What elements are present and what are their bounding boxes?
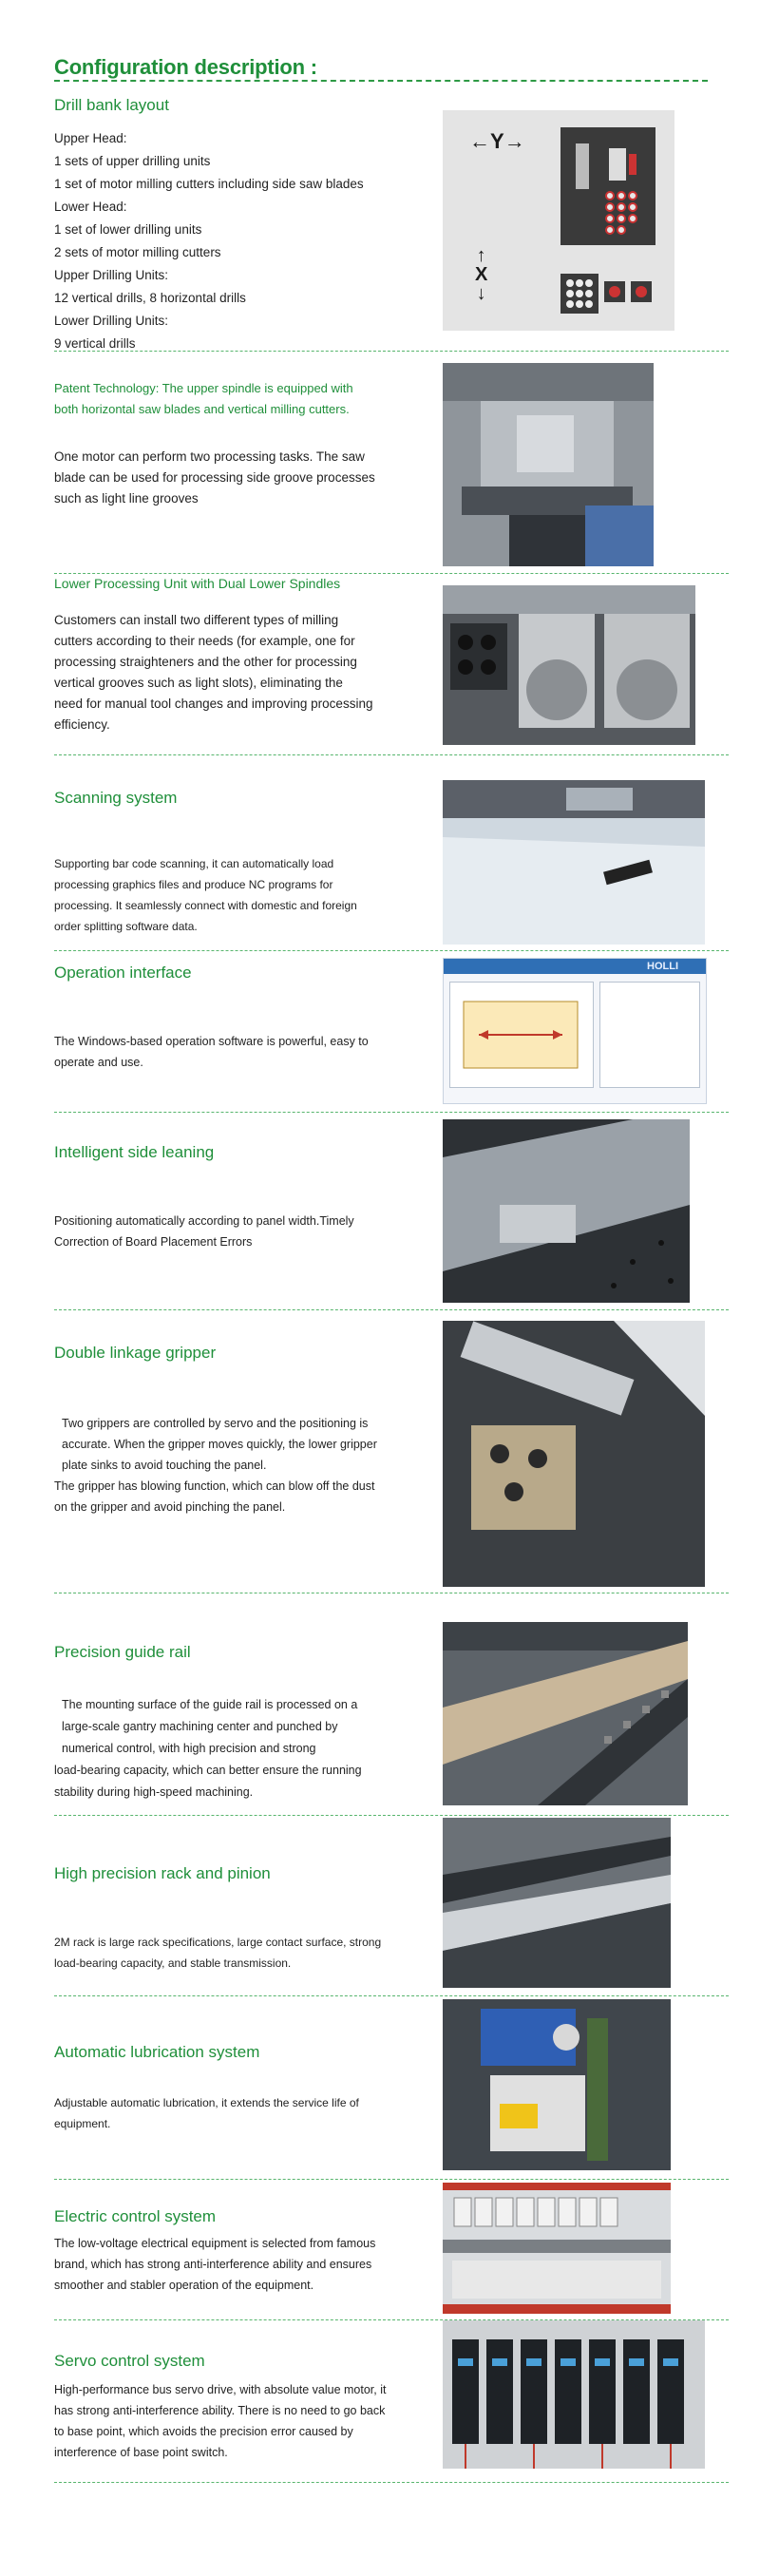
spindle-photo [443,363,654,566]
gripper-line: on the gripper and avoid pinching the panel. [54,1500,286,1514]
drill-bank-line: 1 set of motor milling cutters including side saw blades [54,177,364,191]
drill-bank-line: Upper Head: [54,131,127,145]
drill-bank-line: Upper Drilling Units: [54,268,169,282]
drill-bank-line: 1 sets of upper drilling units [54,154,211,168]
guide-rail-text [54,1694,362,1803]
patent-title-line: Patent Technology: The upper spindle is equipped with [54,381,353,395]
gripper-photo [443,1321,705,1587]
lower-unit-line: cutters according to their needs (for example, one for [54,634,355,648]
section-title-scanning: Scanning system [54,789,178,807]
section-divider [54,1995,729,1996]
software-drawing-panel [449,982,594,1088]
section-title-rack: High precision rack and pinion [54,1864,271,1882]
guide-rail-line: The mounting surface of the guide rail is processed on a [62,1698,358,1711]
lower-unit-line: need for manual tool changes and improving processing [54,696,373,711]
drill-bank-diagram [443,110,674,331]
section-title-electric: Electric control system [54,2207,217,2225]
servo-line: to base point, which avoids the precision error caused by [54,2425,353,2438]
guide-rail-photo [443,1622,688,1805]
operation-screenshot [443,958,707,1104]
section-title-guide-rail: Precision guide rail [54,1643,191,1661]
drill-bank-line: 12 vertical drills, 8 horizontal drills [54,291,246,305]
side-leaning-line: Positioning automatically according to panel width.Timely [54,1214,354,1228]
rack-line: load-bearing capacity, and stable transmission. [54,1956,292,1970]
drill-bank-line: 1 set of lower drilling units [54,222,202,237]
rack-image [443,1818,671,1988]
lower-unit-line: Customers can install two different types of milling [54,613,339,627]
patent-title [54,378,353,420]
operation-text [54,1031,369,1073]
title-divider [54,80,708,82]
section-title-lower-unit: Lower Processing Unit with Dual Lower Spindles [54,576,341,591]
patent-line: such as light line grooves [54,491,199,506]
side-leaning-text [54,1211,354,1252]
servo-photo [443,2320,705,2469]
drill-bank-text [54,127,364,355]
patent-line: One motor can perform two processing tasks. The saw [54,449,365,464]
operation-line: operate and use. [54,1056,143,1069]
software-table-panel [599,982,700,1088]
lower-unit-line: processing straighteners and the other for processing [54,655,357,669]
gripper-line: plate sinks to avoid touching the panel. [62,1459,267,1472]
section-title-side-leaning: Intelligent side leaning [54,1143,215,1161]
gripper-line: Two grippers are controlled by servo and the positioning is [62,1417,369,1430]
patent-text [54,447,375,509]
spindle-image [443,363,654,566]
lower-unit-text [54,610,403,735]
electric-line: The low-voltage electrical equipment is selected from famous [54,2237,376,2250]
section-title-lubrication: Automatic lubrication system [54,2043,260,2061]
side-leaning-photo [443,1119,690,1303]
drill-bank-line: Lower Drilling Units: [54,314,169,328]
side-leaning-line: Correction of Board Placement Errors [54,1235,253,1249]
section-title-servo: Servo control system [54,2352,205,2370]
guide-rail-line: load-bearing capacity, which can better ensure the running [54,1764,362,1777]
software-logo: HOLLI [647,961,678,972]
page-title: Configuration description : [54,55,317,79]
electric-line: brand, which has strong anti-interference ability and ensures [54,2258,372,2271]
section-divider [54,1309,729,1310]
guide-rail-line: numerical control, with high precision and strong [62,1742,316,1755]
drill-bank-line: Lower Head: [54,200,127,214]
patent-title-line: both horizontal saw blades and vertical milling cutters. [54,402,350,416]
servo-image [443,2320,705,2469]
scanning-line: processing. It seamlessly connect with domestic and foreign [54,899,357,912]
electric-line: smoother and stabler operation of the equipment. [54,2279,314,2292]
electric-text [54,2233,403,2296]
lower-unit-line: vertical grooves such as light slots), eliminating the [54,676,343,690]
side-leaning-image [443,1119,690,1303]
section-divider [54,754,729,755]
lubrication-line: Adjustable automatic lubrication, it extends the service life of [54,2096,359,2109]
section-divider [54,1815,729,1816]
lubrication-line: equipment. [54,2117,111,2130]
drill-bank-line: 2 sets of motor milling cutters [54,245,221,259]
electric-image [443,2183,671,2314]
panel-drawing [450,983,593,1087]
lower-unit-image [443,585,695,745]
drill-layout-drawing [443,110,674,331]
section-title-operation: Operation interface [54,964,192,982]
rack-text [54,1932,381,1974]
servo-line: interference of base point switch. [54,2446,228,2459]
x-axis-label: X [475,264,488,285]
gripper-line: accurate. When the gripper moves quickly, the lower gripper [62,1438,377,1451]
guide-rail-line: stability during high-speed machining. [54,1785,254,1799]
section-divider [54,950,729,951]
scanning-line: order splitting software data. [54,920,198,933]
section-title-gripper: Double linkage gripper [54,1344,217,1362]
y-axis-label: Y [490,129,504,153]
scanning-line: Supporting bar code scanning, it can automatically load [54,857,334,870]
patent-line: blade can be used for processing side groove processes [54,470,375,485]
section-divider [54,2179,729,2180]
section-divider [54,351,729,352]
gripper-image [443,1321,705,1587]
guide-rail-image [443,1622,688,1805]
servo-text [54,2379,403,2463]
x-axis-arrow: ↑ X ↓ [475,245,488,304]
operation-line: The Windows-based operation software is powerful, easy to [54,1035,369,1048]
guide-rail-line: large-scale gantry machining center and punched by [62,1720,338,1733]
scanning-line: processing graphics files and produce NC programs for [54,878,333,891]
rack-photo [443,1818,671,1988]
scanning-image [443,780,705,945]
lubrication-image [443,1999,671,2170]
lower-unit-line: efficiency. [54,717,110,732]
gripper-text [54,1413,377,1517]
drill-bank-line: 9 vertical drills [54,336,136,351]
section-title-drill-bank: Drill bank layout [54,96,169,114]
y-axis-arrow: ←Y→ [469,129,525,153]
scanning-text [54,853,403,937]
electric-photo [443,2183,671,2314]
scanning-photo [443,780,705,945]
gripper-line: The gripper has blowing function, which can blow off the dust [54,1479,375,1493]
lower-unit-photo [443,585,695,745]
rack-line: 2M rack is large rack specifications, large contact surface, strong [54,1936,382,1949]
servo-line: High-performance bus servo drive, with absolute value motor, it [54,2383,387,2396]
section-divider [54,573,729,574]
servo-line: has strong anti-interference ability. There is no need to go back [54,2404,386,2417]
section-divider [54,2482,729,2483]
lubrication-photo [443,1999,671,2170]
lubrication-text [54,2092,359,2134]
section-divider [54,1112,729,1113]
